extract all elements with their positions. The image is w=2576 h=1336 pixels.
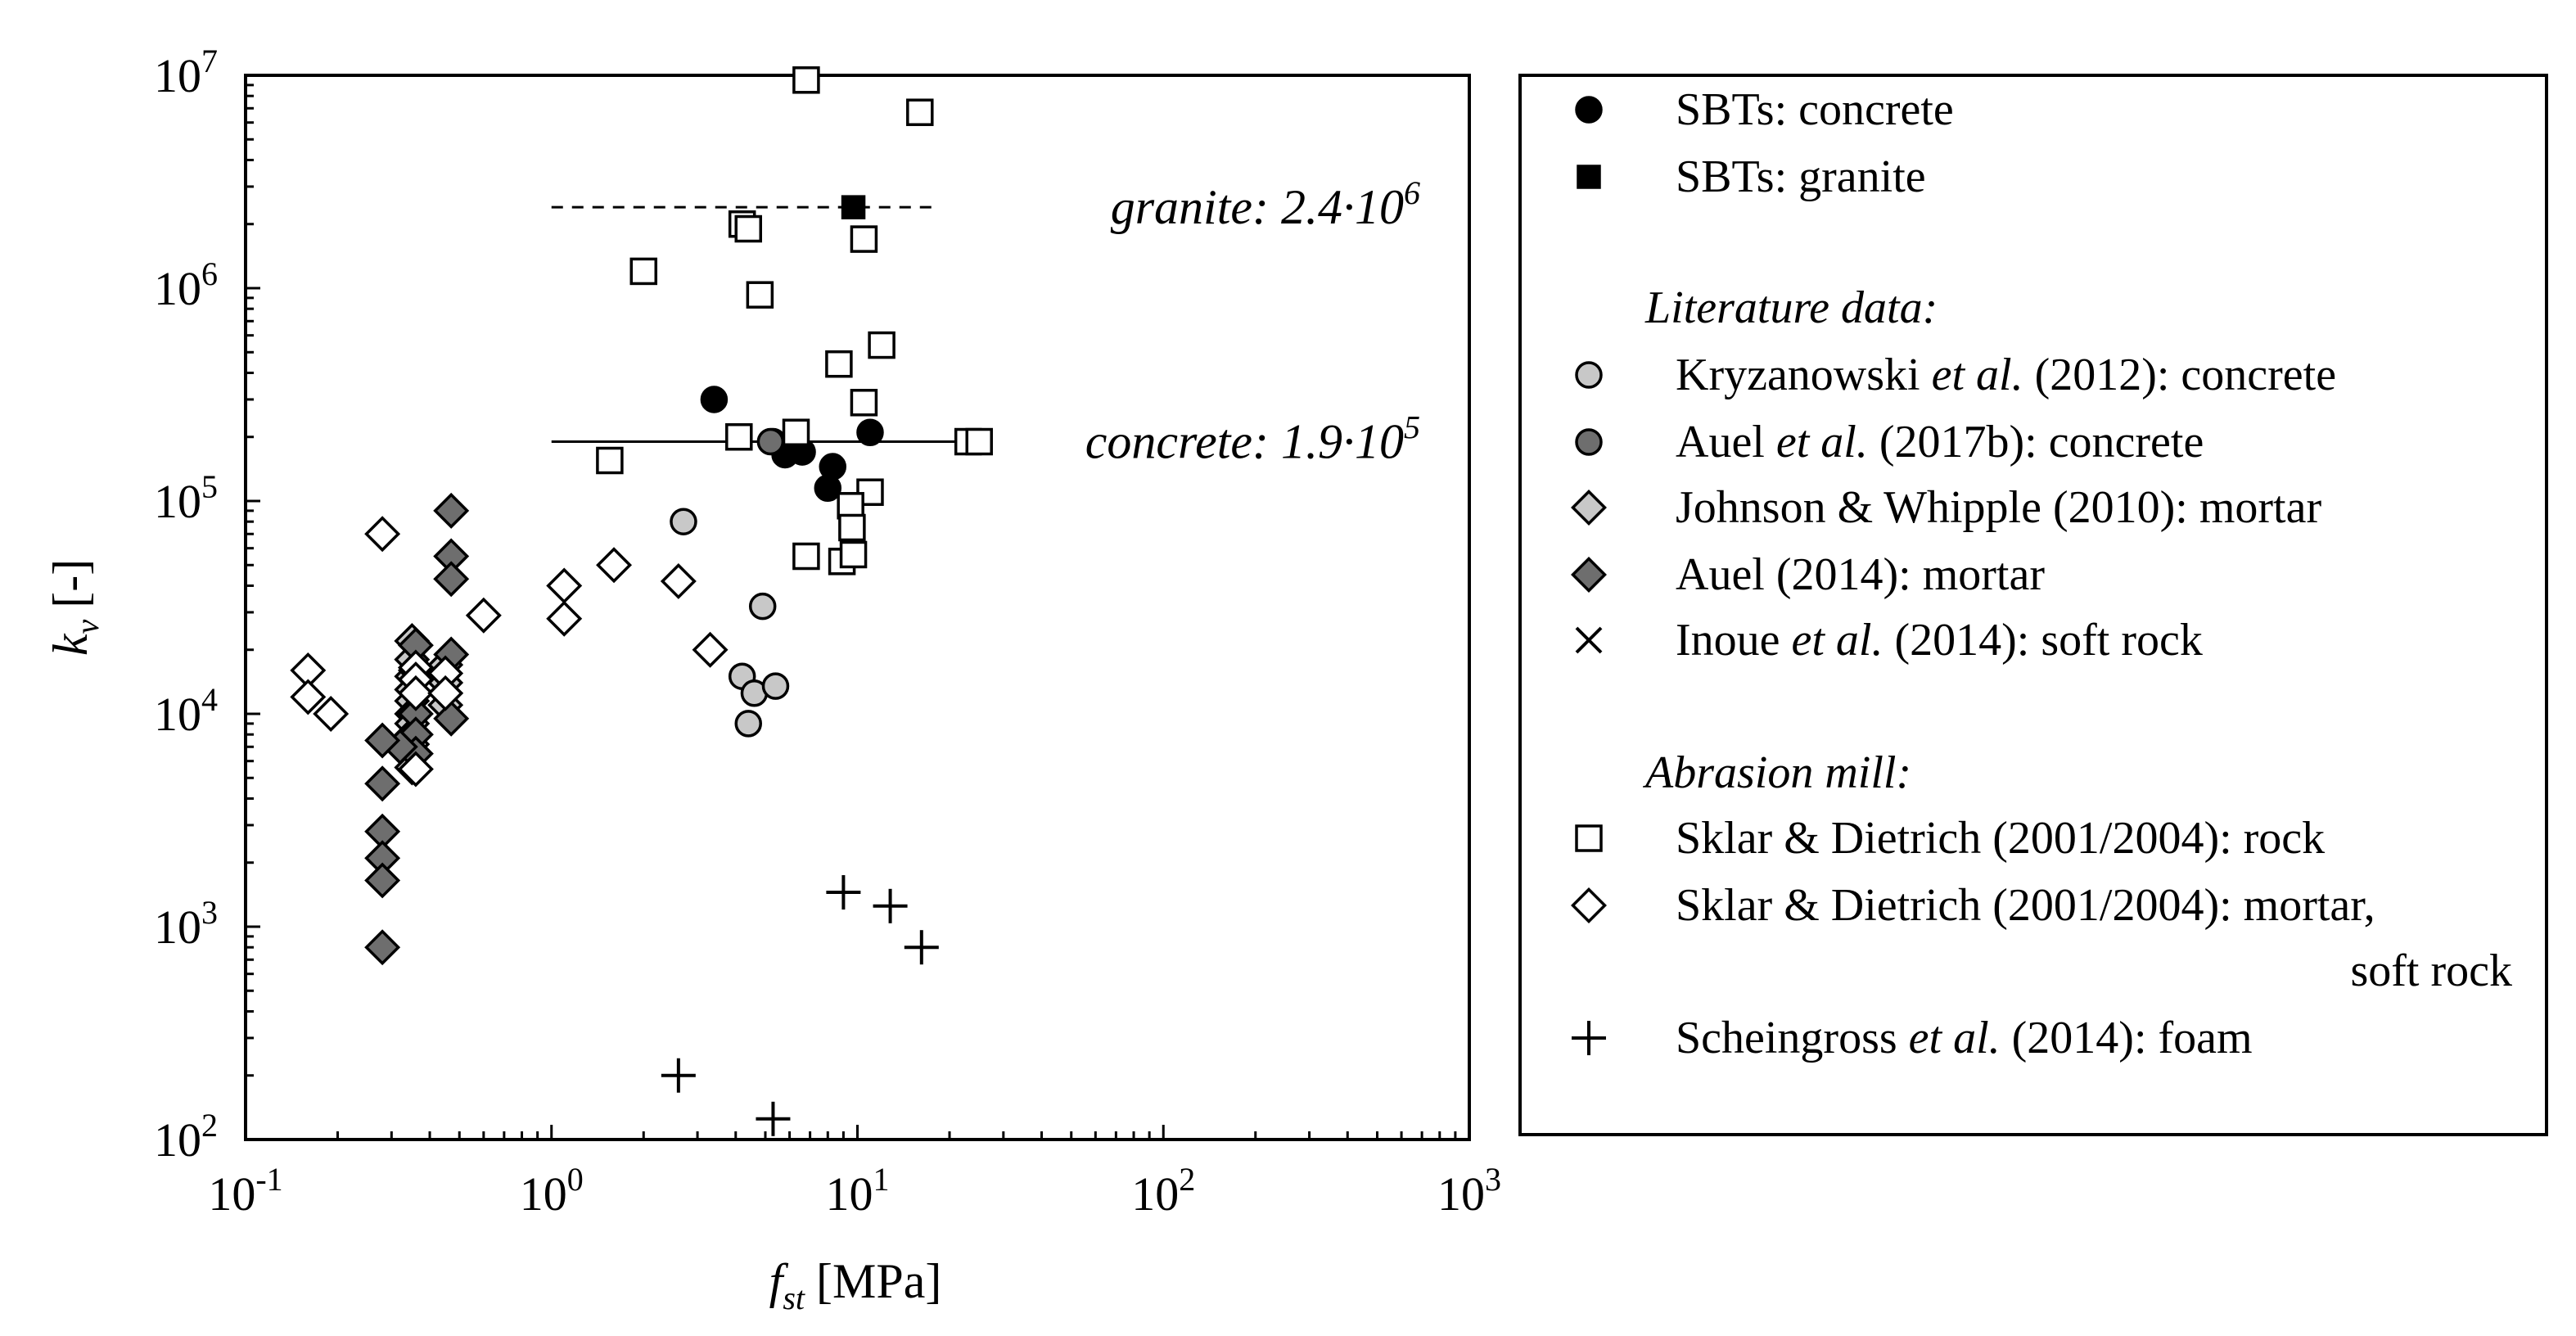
legend-label: Auel et al. (2017b): concrete [1676, 417, 2204, 467]
data-point [367, 864, 399, 896]
y-tick-label: $10^4$ [154, 681, 218, 741]
data-point [598, 549, 630, 581]
y-axis-title: $k_v[-]$ [43, 558, 106, 657]
legend-marker-diamond-icon [1554, 881, 1623, 930]
legend-marker-cross-icon [1554, 616, 1623, 665]
legend-item [1554, 77, 1954, 142]
legend-item [1554, 607, 2203, 673]
data-point [435, 563, 467, 595]
data-point [905, 930, 939, 964]
data-point [662, 565, 694, 597]
legend-item [1554, 542, 2045, 607]
reference-lines [552, 174, 1420, 468]
legend-item [1554, 144, 1926, 210]
legend-marker [1573, 492, 1605, 524]
series-8 [292, 518, 726, 785]
legend-label: Johnson & Whipple (2010): mortar [1676, 482, 2322, 533]
data-point [598, 449, 622, 473]
data-point [794, 544, 819, 569]
legend-item [1554, 1005, 2253, 1071]
legend-marker [1572, 1021, 1606, 1055]
legend-marker-circle-icon [1554, 85, 1623, 134]
y-tick-label: $10^6$ [154, 255, 218, 315]
data-point [548, 570, 580, 602]
legend-marker-circle-icon [1554, 418, 1623, 467]
data-point [851, 227, 876, 251]
data-point [367, 518, 399, 550]
data-point [736, 217, 760, 241]
legend-marker [1577, 97, 1601, 122]
series-2 [671, 509, 788, 736]
data-point [827, 352, 851, 377]
data-point [841, 542, 866, 566]
data-point [869, 333, 894, 358]
legend-marker-circle-icon [1554, 350, 1623, 399]
legend-label: SBTs: granite [1676, 151, 1926, 202]
data-point [908, 100, 932, 124]
data-point [548, 603, 580, 634]
data-point [631, 259, 656, 283]
data-point [702, 387, 726, 412]
legend-label: Sklar & Dietrich (2001/2004): rock [1676, 813, 2326, 864]
legend-marker-diamond-icon [1554, 550, 1623, 599]
data-point [840, 515, 864, 539]
concrete-reference-label: concrete: $1.9\cdot 10^5$ [1085, 408, 1420, 469]
data-point [967, 430, 991, 454]
granite-reference-label: granite: $2.4\cdot 10^6$ [1110, 174, 1420, 235]
data-point [435, 494, 467, 526]
y-tick-label: $10^7$ [154, 43, 218, 102]
legend-label-continuation: soft rock [2350, 946, 2512, 996]
data-point [661, 1058, 696, 1093]
legend-item [1554, 409, 2204, 475]
legend-marker [1577, 826, 1601, 851]
data-point [756, 1102, 790, 1136]
x-tick-label: $10^{-1}$ [208, 1161, 283, 1221]
legend-marker [1573, 890, 1605, 922]
x-tick-label: $10^0$ [519, 1161, 584, 1221]
legend-marker [1578, 166, 1599, 187]
legend-marker-square-icon [1554, 814, 1623, 863]
data-point [727, 425, 751, 449]
data-point [794, 68, 819, 93]
data-point [815, 476, 840, 500]
legend-label: Auel (2014): mortar [1676, 549, 2045, 600]
legend-item [1554, 475, 2321, 540]
legend-label: Kryzanowski et al. (2012): concrete [1676, 350, 2337, 400]
legend-label: Sklar & Dietrich (2001/2004): mortar, [1676, 880, 2375, 931]
x-tick-label: $10^1$ [825, 1161, 890, 1221]
legend [1518, 74, 2548, 1136]
legend-marker-plus-icon [1554, 1013, 1623, 1063]
series-1 [843, 196, 864, 218]
legend-marker [1573, 559, 1605, 591]
series-5 [367, 494, 467, 963]
legend-item [1554, 342, 2336, 408]
data-point [467, 599, 499, 631]
data-point [784, 420, 809, 445]
x-tick-label: $10^2$ [1131, 1161, 1196, 1221]
legend-heading: Abrasion mill: [1645, 747, 1912, 798]
data-point [826, 875, 860, 909]
legend-marker [1577, 430, 1601, 454]
data-point [763, 674, 787, 698]
legend-heading: Literature data: [1645, 282, 1938, 333]
data-point [747, 282, 772, 307]
series-3 [758, 430, 783, 454]
legend-label: Inoue et al. (2014): soft rock [1676, 615, 2203, 666]
legend-item [1554, 873, 2375, 938]
legend-marker [1577, 363, 1601, 387]
data-point [736, 711, 760, 736]
data-point [758, 430, 783, 454]
x-axis-title: $f_{st}$ [MPa] [769, 1254, 942, 1316]
legend-label: SBTs: concrete [1676, 84, 1954, 135]
data-point [843, 196, 864, 218]
y-tick-label: $10^5$ [154, 468, 218, 528]
y-tick-label: $10^3$ [154, 894, 218, 954]
legend-label: Scheingross et al. (2014): foam [1676, 1013, 2253, 1063]
legend-item [1554, 806, 2325, 871]
data-point [751, 594, 775, 619]
data-point [873, 889, 908, 923]
data-point [367, 768, 399, 800]
legend-marker-square-icon [1554, 152, 1623, 201]
data-point [671, 509, 696, 534]
data-point [851, 390, 876, 415]
data-points [292, 68, 991, 1136]
legend-marker [1577, 628, 1601, 652]
series-7 [598, 68, 991, 574]
series-9 [661, 875, 939, 1136]
x-tick-label: $10^3$ [1437, 1161, 1501, 1221]
legend-marker-diamond-icon [1554, 483, 1623, 532]
data-point [858, 420, 882, 445]
y-tick-label: $10^2$ [154, 1107, 218, 1167]
data-point [367, 932, 399, 964]
data-point [694, 634, 726, 666]
